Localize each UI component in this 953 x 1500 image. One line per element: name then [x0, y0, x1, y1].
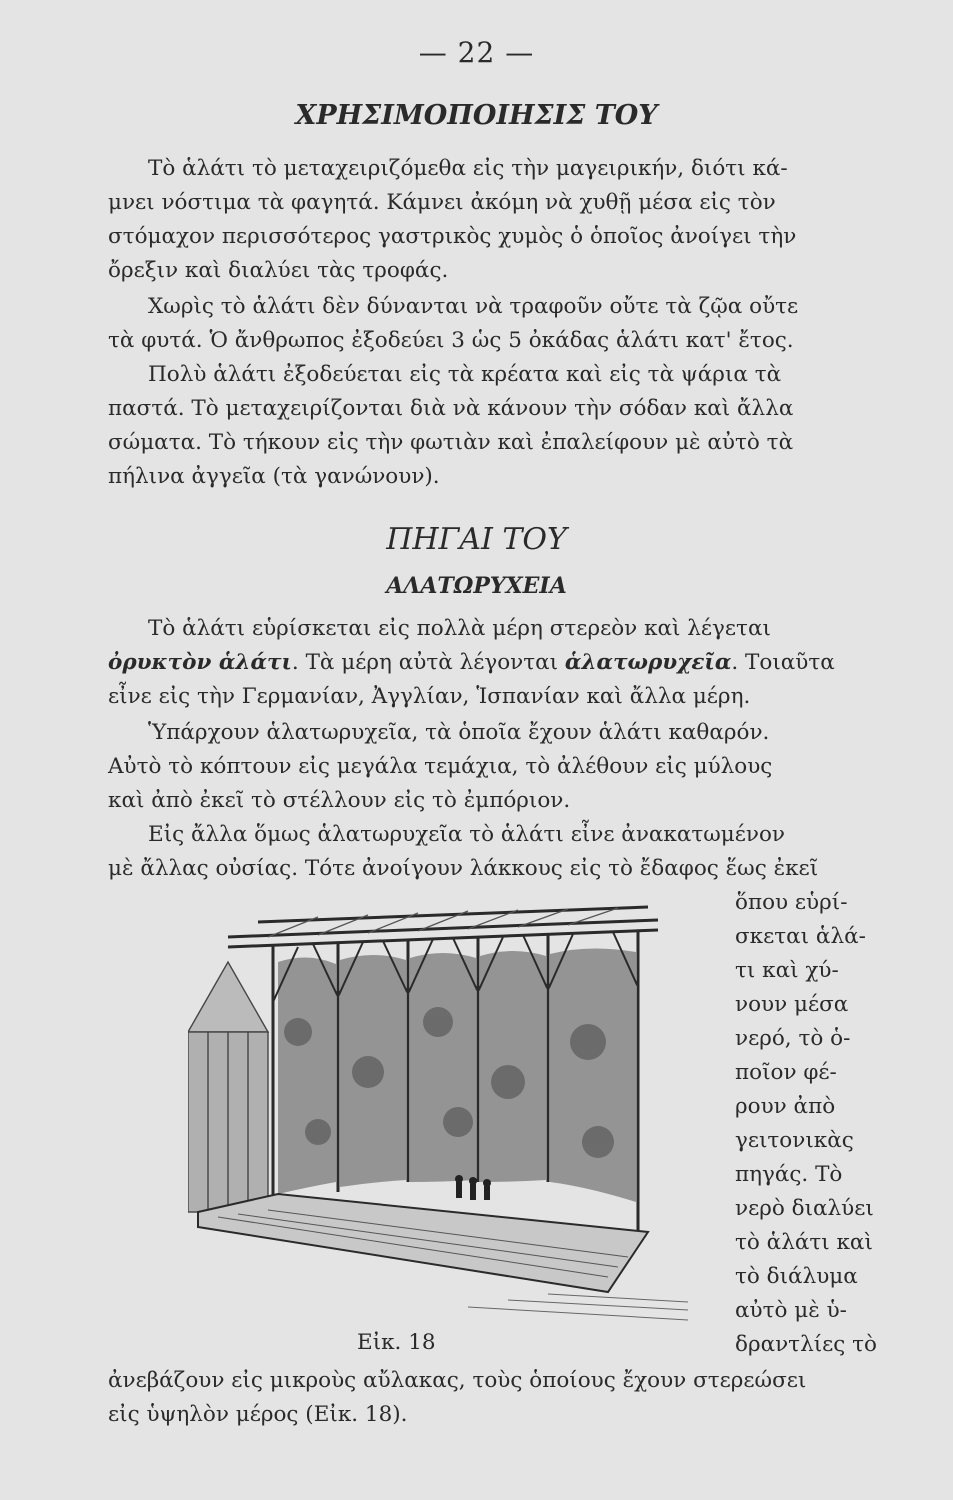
- side-text-line: γειτονικὰς: [735, 1128, 854, 1153]
- inline-text: . Τοιαῦτα: [731, 650, 835, 675]
- side-text-line: αὐτὸ μὲ ὑ-: [735, 1298, 847, 1323]
- salt-works-engraving: [188, 882, 708, 1327]
- bold-term: ὀρυκτὸν ἁλάτι: [108, 650, 292, 675]
- page-number: — 22 —: [418, 36, 535, 69]
- text-line: εἰς ὑψηλὸν μέρος (Εἰκ. 18).: [108, 1402, 408, 1427]
- paragraph-3: [108, 612, 878, 714]
- paragraph-1: [108, 152, 878, 288]
- text-line: Εἰς ἄλλα ὅμως ἁλατωρυχεῖα τὸ ἁλάτι εἶνε ἀνακατωμένον: [148, 822, 785, 847]
- text-line: εἶνε εἰς τὴν Γερμανίαν, Ἀγγλίαν, Ἱσπανίαν καὶ ἄλλα μέρη.: [108, 684, 751, 709]
- text-line: [108, 646, 878, 680]
- text-line: σώματα. Τὸ τήκουν εἰς τὴν φωτιὰν καὶ ἐπαλείφουν μὲ αὐτὸ τὰ: [108, 430, 794, 455]
- text-line: καὶ ἀπὸ ἐκεῖ τὸ στέλλουν εἰς τὸ ἐμπόριον.: [108, 788, 571, 813]
- text-line: μνει νόστιμα τὰ φαγητά. Κάμνει ἀκόμη νὰ χυθῇ μέσα εἰς τὸν: [108, 190, 776, 215]
- bold-term: ἁλατωρυχεῖα: [564, 650, 732, 675]
- text-line: πήλινα ἀγγεῖα (τὰ γανώνουν).: [108, 464, 440, 489]
- text-line: παστά. Τὸ μεταχειρίζονται διὰ νὰ κάνουν τὴν σόδαν καὶ ἄλλα: [108, 396, 794, 421]
- side-text-line: νερὸ διαλύει: [735, 1196, 874, 1221]
- inline-text: . Τὰ μέρη αὐτὰ λέγονται: [291, 650, 565, 675]
- side-text-line: νερό, τὸ ὁ-: [735, 1026, 851, 1051]
- text-line: Αὐτὸ τὸ κόπτουν εἰς μεγάλα τεμάχια, τὸ ἀλέθουν εἰς μύλους: [108, 754, 773, 779]
- text-line: Ὑπάρχουν ἁλατωρυχεῖα, τὰ ὁποῖα ἔχουν ἁλάτι καθαρόν.: [148, 720, 770, 745]
- side-text-line: ποῖον φέ-: [735, 1060, 837, 1085]
- text-line: Τὸ ἁλάτι τὸ μεταχειριζόμεθα εἰς τὴν μαγειρικήν, διότι κά-: [148, 156, 788, 181]
- side-text-line: νουν μέσα: [735, 992, 849, 1017]
- section-title: ΧΡΗΣΙΜΟΠΟΙΗΣΙΣ ΤΟΥ: [295, 100, 658, 131]
- text-line: ὄρεξιν καὶ διαλύει τὰς τροφάς.: [108, 258, 449, 283]
- side-text-line: σκεται ἁλά-: [735, 924, 866, 949]
- text-line: Χωρὶς τὸ ἁλάτι δὲν δύνανται νὰ τραφοῦν οὔτε τὰ ζῷα οὔτε: [148, 294, 799, 319]
- side-text-column: [735, 886, 877, 1362]
- paragraph-4: [108, 716, 878, 818]
- paragraph-5: [108, 818, 878, 886]
- figure-caption: Εἰκ. 18: [357, 1330, 436, 1355]
- text-line: Πολὺ ἁλάτι ἐξοδεύεται εἰς τὰ κρέατα καὶ εἰς τὰ ψάρια τὰ: [148, 362, 782, 387]
- text-line: ἀνεβάζουν εἰς μικροὺς αὔλακας, τοὺς ὁποίους ἔχουν στερεώσει: [108, 1368, 807, 1393]
- section-subheading: ΑΛΑΤΩΡΥΧΕΙΑ: [386, 573, 567, 599]
- paragraph-6: [108, 1364, 898, 1432]
- text-line: μὲ ἄλλας οὐσίας. Τότε ἀνοίγουν λάκκους εἰς τὸ ἔδαφος ἕως ἐκεῖ: [108, 856, 819, 881]
- side-text-line: τὸ διάλυμα: [735, 1264, 858, 1289]
- side-text-line: δραντλίες τὸ: [735, 1332, 877, 1357]
- section-heading: ΠΗΓΑΙ ΤΟΥ: [386, 522, 567, 557]
- text-line: στόμαχον περισσότερος γαστρικὸς χυμὸς ὁ ὁποῖος ἀνοίγει τὴν: [108, 224, 797, 249]
- side-text-line: τὸ ἁλάτι καὶ: [735, 1230, 873, 1255]
- text-line: τὰ φυτά. Ὁ ἄνθρωπος ἐξοδεύει 3 ὡς 5 ὀκάδας ἁλάτι κατ' ἔτος.: [108, 328, 794, 353]
- side-text-line: τι καὶ χύ-: [735, 958, 839, 983]
- side-text-line: πηγάς. Τὸ: [735, 1162, 843, 1187]
- text-line: Τὸ ἁλάτι εὑρίσκεται εἰς πολλὰ μέρη στερεὸν καὶ λέγεται: [148, 616, 771, 641]
- side-text-line: ρουν ἀπὸ: [735, 1094, 836, 1119]
- side-text-line: ὅπου εὑρί-: [735, 890, 848, 915]
- paragraph-2: [108, 290, 878, 494]
